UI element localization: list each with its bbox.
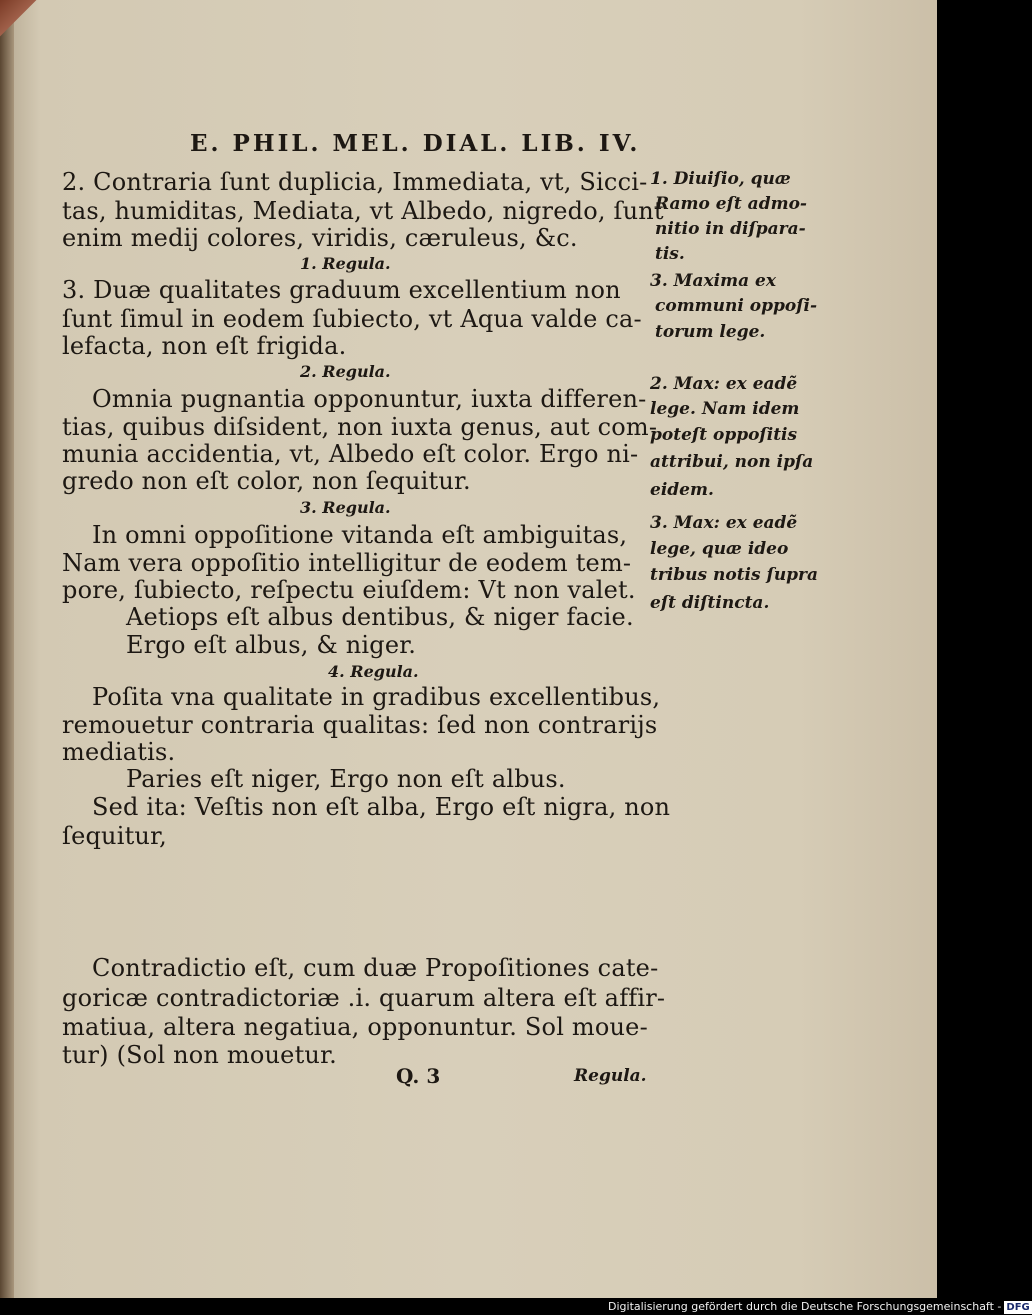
running-header: E. PHIL. MEL. DIAL. LIB. IV. xyxy=(190,130,641,157)
text-line: munia accidentia, vt, Albedo eſt color. Ergo ni- xyxy=(62,440,639,468)
text-line: 2. Contraria ſunt duplicia, Immediata, vt, Sicci- xyxy=(62,168,648,196)
credit-text: Digitalisierung gefördert durch die Deutsche Forschungsgemeinschaft - xyxy=(608,1300,1002,1313)
text-line: enim medij colores, viridis, cæruleus, &c. xyxy=(62,224,578,252)
text-line: Sed ita: Veſtis non eſt alba, Ergo eſt nigra, non xyxy=(92,793,671,821)
margin-note: Ramo eſt admo- xyxy=(655,194,807,214)
text-line: pore, ſubiecto, reſpectu eiuſdem: Vt non valet. xyxy=(62,576,636,604)
text-line: ſunt ſimul in eodem ſubiecto, vt Aqua valde ca- xyxy=(62,305,642,333)
text-line: 3. Duæ qualitates graduum excellentium non xyxy=(62,276,621,304)
text-line: matiua, altera negatiua, opponuntur. Sol moue- xyxy=(62,1013,648,1041)
text-line: Paries eſt niger, Ergo non eſt albus. xyxy=(126,765,566,793)
margin-note: poteſt oppoſitis xyxy=(650,425,798,445)
text-line: remouetur contraria qualitas: ſed non contrarijs xyxy=(62,711,658,739)
text-line: Ergo eſt albus, & niger. xyxy=(126,631,417,659)
text-line: Aetiops eſt albus dentibus, & niger facie. xyxy=(126,603,634,631)
text-line: Nam vera oppoſitio intelligitur de eodem tem- xyxy=(62,549,632,577)
margin-note: 3. Max: ex eadẽ xyxy=(650,513,798,533)
text-line: tas, humiditas, Mediata, vt Albedo, nigredo, ſunt xyxy=(62,197,664,225)
margin-note: nitio in diſpara- xyxy=(655,219,806,239)
margin-note: communi oppoſi- xyxy=(655,296,818,316)
page-corner-stain xyxy=(0,0,40,40)
text-line: mediatis. xyxy=(62,738,176,766)
margin-note: 2. Max: ex eadẽ xyxy=(650,374,798,394)
text-line: lefacta, non eſt frigida. xyxy=(62,332,347,360)
margin-note: lege. Nam idem xyxy=(650,399,800,419)
margin-note: lege, quæ ideo xyxy=(650,539,789,559)
text-line: Contradictio eſt, cum duæ Propoſitiones cate- xyxy=(92,954,659,982)
rule-label: 3. Regula. xyxy=(300,498,391,517)
text-line: In omni oppoſitione vitanda eſt ambiguitas, xyxy=(92,521,628,549)
text-line: ſequitur, xyxy=(62,822,167,850)
catchword: Regula. xyxy=(574,1066,647,1086)
margin-note: torum lege. xyxy=(655,322,766,342)
margin-note: eſt diſtincta. xyxy=(650,593,770,613)
rule-label: 2. Regula. xyxy=(300,362,391,381)
text-line: tias, quibus diſsident, non iuxta genus, aut com- xyxy=(62,413,658,441)
page-gutter-shadow xyxy=(0,0,14,1298)
digitization-credit xyxy=(608,1298,1032,1315)
margin-note: 1. Diuiſio, quæ xyxy=(650,169,791,189)
text-line: Poſita vna qualitate in gradibus excellentibus, xyxy=(92,683,661,711)
text-line: goricæ contradictoriæ .i. quarum altera eſt affir- xyxy=(62,984,666,1012)
dfg-logo: DFG xyxy=(1006,1302,1030,1313)
margin-note: tribus notis ſupra xyxy=(650,565,819,585)
signature-mark: Q. 3 xyxy=(396,1064,441,1088)
margin-note: tis. xyxy=(655,244,685,264)
margin-note: attribui, non ipſa xyxy=(650,452,814,472)
text-line: tur) (Sol non mouetur. xyxy=(62,1041,337,1069)
margin-note: eidem. xyxy=(650,480,714,500)
text-line: Omnia pugnantia opponuntur, iuxta differen- xyxy=(92,385,647,413)
margin-note: 3. Maxima ex xyxy=(650,271,776,291)
rule-label: 1. Regula. xyxy=(300,254,391,273)
text-line: gredo non eſt color, non ſequitur. xyxy=(62,467,471,495)
rule-label: 4. Regula. xyxy=(328,662,419,681)
